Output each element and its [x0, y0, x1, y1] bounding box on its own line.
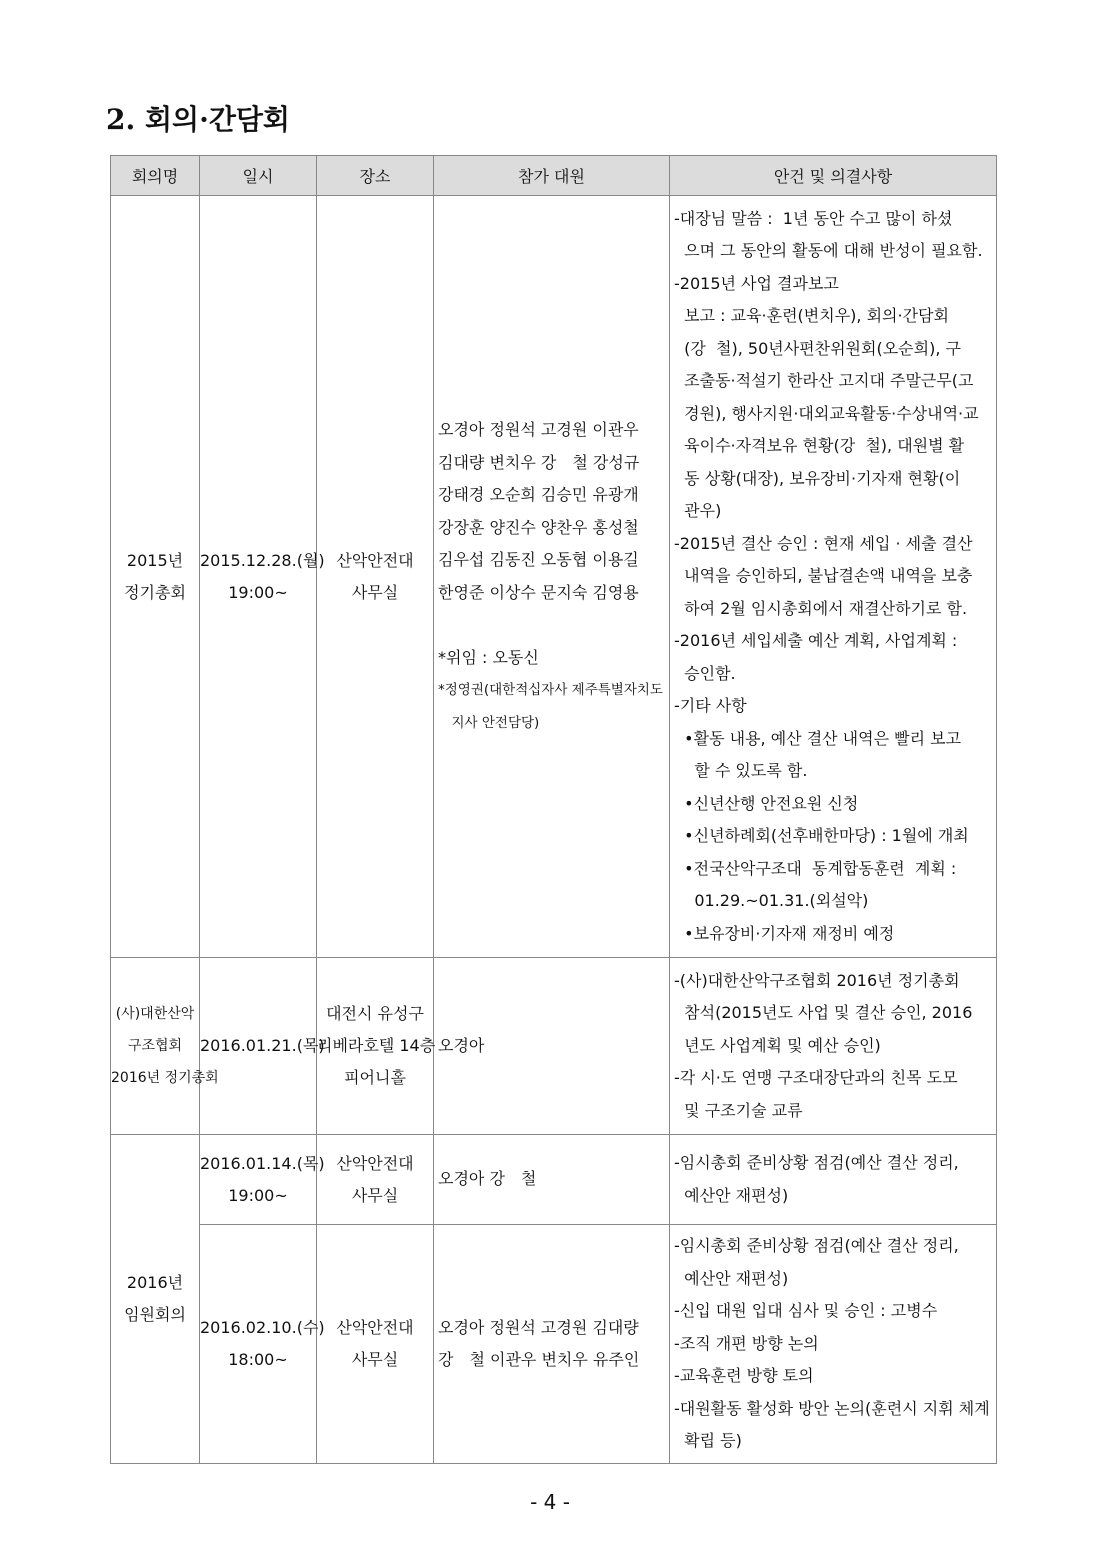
text-line: 하여 2월 임시총회에서 재결산하기로 함. — [674, 598, 968, 618]
text-line: (강 철), 50년사편찬위원회(오순희), 구 — [674, 338, 961, 358]
text-line: 보고 : 교육·훈련(변치우), 회의·간담회 — [674, 306, 949, 326]
text-line: 18:00~ — [228, 1350, 288, 1369]
text-line: -대원활동 활성화 방안 논의(훈련시 지휘 체계 — [674, 1398, 990, 1418]
text-line: 사무실 — [351, 582, 399, 602]
table-row — [111, 1135, 997, 1225]
meeting-name — [111, 1135, 200, 1464]
meeting-date — [200, 196, 325, 958]
meeting-date — [200, 958, 325, 1135]
meeting-name — [111, 196, 200, 958]
page-number: - 4 - — [530, 1490, 570, 1514]
text-line: 2016.01.14.(목) — [200, 1153, 325, 1173]
agenda — [670, 958, 997, 1135]
text-line: 강장훈 양진수 양찬우 홍성철 — [438, 517, 639, 537]
text-line: *정영권(대한적십자사 제주특별자치도 — [438, 682, 663, 698]
text-line: 으며 그 동안의 활동에 대해 반성이 필요함. — [674, 241, 983, 261]
meeting-date — [200, 1135, 325, 1225]
text-line: 구조협회 — [127, 1038, 183, 1054]
text-line: (사)대한산악 — [115, 1006, 195, 1022]
column-header: 회의명 — [111, 156, 200, 196]
text-line: -신입 대원 입대 심사 및 승인 : 고병수 — [674, 1301, 938, 1321]
participants — [434, 1135, 670, 1225]
text-line: -임시총회 준비상황 점검(예산 결산 정리, — [674, 1236, 959, 1256]
agenda — [670, 196, 997, 958]
text-line: 승인함. — [674, 663, 736, 683]
text-line: -교육훈련 방향 토의 — [674, 1366, 814, 1386]
text-line: •보유장비·기자재 재정비 예정 — [674, 923, 895, 943]
text-line — [438, 609, 669, 642]
text-line: 오경아 정원석 고경원 김대량 — [438, 1317, 639, 1337]
text-line: 산악안전대 — [336, 1153, 414, 1173]
text-line: •신년하례회(선후배한마당) : 1월에 개최 — [674, 826, 969, 846]
section-title: 2. 회의·간담회 — [106, 103, 290, 136]
text-line: 피어니홀 — [344, 1068, 406, 1087]
text-line: 오경아 — [438, 1035, 485, 1055]
meetings-table — [110, 155, 997, 1464]
text-line: 19:00~ — [228, 1185, 288, 1205]
text-line: 조출동·적설기 한라산 고지대 주말근무(고 — [674, 371, 974, 391]
text-line: 예산안 재편성) — [674, 1185, 789, 1205]
text-line: 경원), 행사지원·대외교육활동·수상내역·교 — [674, 403, 979, 423]
text-line: 한영준 이상수 문지숙 김영용 — [438, 582, 639, 602]
text-line: 내역을 승인하되, 불납결손액 내역을 보충 — [674, 566, 973, 586]
table-row — [111, 958, 997, 1135]
text-line: -대장님 말씀 : 1년 동안 수고 많이 하셨 — [674, 208, 953, 228]
text-line: 강 철 이관우 변치우 유주인 — [438, 1350, 640, 1369]
text-line: 산악안전대 — [336, 550, 414, 570]
text-line: 예산안 재편성) — [674, 1268, 789, 1288]
text-line: 김우섭 김동진 오동협 이용길 — [438, 550, 639, 569]
text-line: 사무실 — [351, 1185, 399, 1205]
agenda — [670, 1225, 997, 1464]
text-line: 2016.02.10.(수) — [200, 1318, 325, 1337]
text-line: 김대량 변치우 강 철 강성규 — [438, 452, 640, 472]
text-line: -조직 개편 방향 논의 — [674, 1333, 819, 1353]
text-line: 산악안전대 — [336, 1318, 414, 1337]
text-line: 2015년 — [126, 550, 184, 570]
text-line: 사무실 — [351, 1350, 399, 1369]
participants — [434, 1225, 670, 1464]
text-line: *위임 : 오동신 — [438, 647, 539, 667]
column-header: 참가 대원 — [434, 156, 670, 196]
participants — [434, 958, 670, 1135]
text-line: 2016.01.21.(목) — [200, 1036, 325, 1055]
meeting-place — [317, 958, 434, 1135]
text-line: 동 상황(대장), 보유장비·기자재 현황(이 — [674, 468, 961, 488]
text-line: -(사)대한산악구조협회 2016년 정기총회 — [674, 970, 960, 990]
text-line: -기타 사항 — [674, 696, 747, 716]
text-line: -2016년 세입세출 예산 계획, 사업계획 : — [674, 631, 958, 651]
table-row — [111, 1225, 997, 1464]
meeting-name — [111, 958, 219, 1135]
text-line: 및 구조기술 교류 — [674, 1100, 803, 1120]
text-line: 19:00~ — [228, 582, 288, 602]
text-line: -2015년 사업 결과보고 — [674, 273, 839, 293]
text-line: -2015년 결산 승인 : 현재 세입 · 세출 결산 — [674, 533, 973, 553]
agenda — [670, 1135, 997, 1225]
meeting-place — [317, 1225, 434, 1464]
text-line: •신년산행 안전요원 신청 — [674, 793, 859, 813]
text-line: 01.29.~01.31.(외설악) — [674, 891, 869, 911]
text-line: 임원회의 — [124, 1305, 186, 1324]
meeting-place — [317, 1135, 434, 1225]
text-line: 대전시 유성구 — [326, 1004, 424, 1023]
table-row — [111, 196, 997, 958]
column-header: 안건 및 의결사항 — [670, 156, 997, 196]
text-line: •활동 내용, 예산 결산 내역은 빨리 보고 — [674, 728, 962, 748]
participants — [434, 196, 670, 958]
text-line: -각 시·도 연맹 구조대장단과의 친목 도모 — [674, 1068, 958, 1088]
column-header: 장소 — [317, 156, 434, 196]
meeting-date — [200, 1225, 325, 1464]
text-line: 리베라호텔 14층 — [317, 1036, 436, 1055]
text-line: 육이수·자격보유 현황(강 철), 대원별 활 — [674, 436, 965, 456]
text-line: -임시총회 준비상황 점검(예산 결산 정리, — [674, 1153, 959, 1172]
column-header: 일시 — [200, 156, 317, 196]
text-line: 2016년 정기총회 — [111, 1070, 219, 1086]
text-line: 확립 등) — [674, 1431, 742, 1451]
text-line: 년도 사업계획 및 예산 승인) — [674, 1035, 881, 1055]
text-line: 2016년 — [126, 1273, 184, 1292]
text-line: 오경아 정원석 고경원 이관우 — [438, 420, 639, 439]
text-line: •전국산악구조대 동계합동훈련 계획 : — [674, 858, 957, 878]
text-line: 오경아 강 철 — [438, 1169, 537, 1189]
text-line: 2015.12.28.(월) — [200, 550, 325, 570]
text-line: 참석(2015년도 사업 및 결산 승인, 2016 — [674, 1003, 973, 1023]
text-line: 정기총회 — [124, 582, 186, 602]
meeting-place — [317, 196, 434, 958]
text-line: 지사 안전담당) — [438, 714, 540, 731]
text-line: 할 수 있도록 함. — [674, 761, 808, 781]
text-line: 강태경 오순희 김승민 유광개 — [438, 485, 639, 504]
text-line: 관우) — [674, 501, 722, 521]
